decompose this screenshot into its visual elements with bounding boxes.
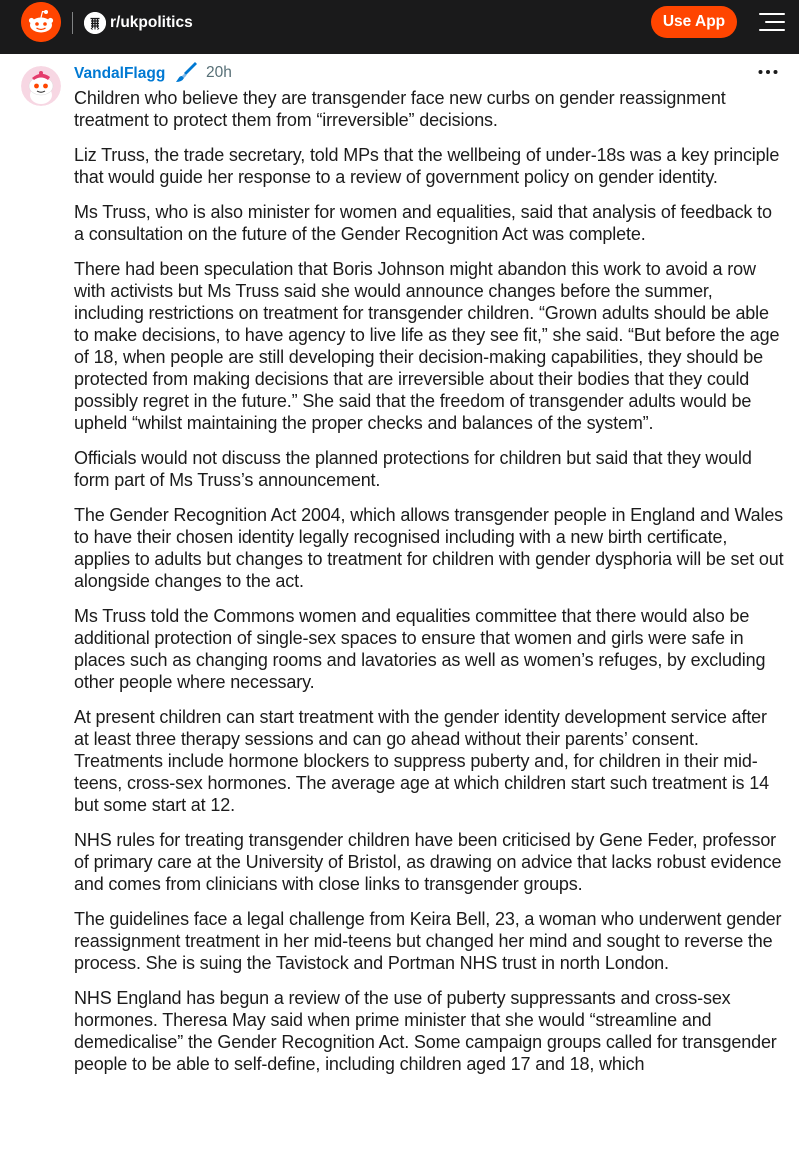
more-options-icon[interactable] bbox=[756, 62, 780, 82]
comment-author-link[interactable]: VandalFlagg bbox=[74, 65, 166, 82]
comment-body bbox=[74, 87, 784, 1088]
comment-paragraph: Ms Truss, who is also minister for women and equalities, said that analysis of feedback to a consultation on the future of the Gender Recognition Act was complete. bbox=[74, 202, 772, 244]
header-divider bbox=[72, 12, 73, 34]
subreddit-portcullis-icon[interactable] bbox=[84, 12, 106, 34]
comment-paragraph: The guidelines face a legal challenge from Keira Bell, 23, a woman who underwent gender reassignment treatment in her mid-teens but changed her mind and sought to reverse the process. She is suing the Tavistock and Portman NHS trust in north London. bbox=[74, 909, 782, 973]
hamburger-menu-icon[interactable] bbox=[757, 10, 787, 34]
comment-paragraph: Children who believe they are transgender face new curbs on gender reassignment treatment to protect them from “irreversible” decisions. bbox=[74, 88, 726, 130]
comment-paragraph: There had been speculation that Boris Johnson might abandon this work to avoid a row with activists but Ms Truss said she would announce changes before the summer, including restrictions on treatment for transgender children. “Grown adults should be able to make decisions, to have agency to live life as they see fit,” she said. “But before the age of 18, when people are still developing their decision-making capabilities, they should be protected from making decisions that are irreversible about their bodies that they could possibly regret in the future.” She said that the freedom of transgender adults would be upheld “whilst maintaining the proper checks and balances of the system”. bbox=[74, 259, 780, 433]
comment-timestamp: 20h bbox=[206, 64, 232, 81]
comment-paragraph: Officials would not discuss the planned protections for children but said that they would form part of Ms Truss’s announcement. bbox=[74, 448, 752, 490]
comment-paragraph: Liz Truss, the trade secretary, told MPs that the wellbeing of under-18s was a key principle that would guide her response to a review of government policy on gender identity. bbox=[74, 145, 780, 187]
comment-paragraph: Ms Truss told the Commons women and equalities committee that there would also be additional protection of single-sex spaces to ensure that women and girls were safe in places such as changing rooms and lavatories as well as women’s refuges, by excluding other people where necessary. bbox=[74, 606, 766, 692]
reddit-logo-icon[interactable] bbox=[21, 2, 61, 42]
avatar[interactable] bbox=[21, 66, 61, 106]
comment-paragraph: At present children can start treatment with the gender identity development service after at least three therapy sessions and can go ahead without their parents’ consent. Treatments include hormone blockers to suppress puberty and, for children in their mid-teens, cross-sex hormones. The average age at which children start such treatment is 14 but some start at 12. bbox=[74, 707, 769, 815]
top-navigation-bar bbox=[0, 0, 799, 54]
comment-paragraph: NHS England has begun a review of the use of puberty suppressants and cross-sex hormones. Theresa May said when prime minister that she would “streamline and demedicalise” the Gender Recognition Act. Some campaign groups called for transgender people to be able to self-define, including children aged 17 and 18, which bbox=[74, 988, 777, 1074]
comment-paragraph: The Gender Recognition Act 2004, which allows transgender people in England and Wales to have their chosen identity legally recognised including with a new birth certificate, applies to adults but changes to treatment for children with gender dysphoria will be set out alongside changes to the act. bbox=[74, 505, 784, 591]
subreddit-name-link[interactable]: r/ukpolitics bbox=[110, 14, 193, 31]
use-app-button[interactable]: Use App bbox=[651, 6, 737, 38]
paintbrush-flair-icon bbox=[174, 60, 198, 84]
comment-paragraph: NHS rules for treating transgender children have been criticised by Gene Feder, professor of primary care at the University of Bristol, as drawing on advice that lacks robust evidence and comes from clinicians with close links to transgender groups. bbox=[74, 830, 782, 894]
